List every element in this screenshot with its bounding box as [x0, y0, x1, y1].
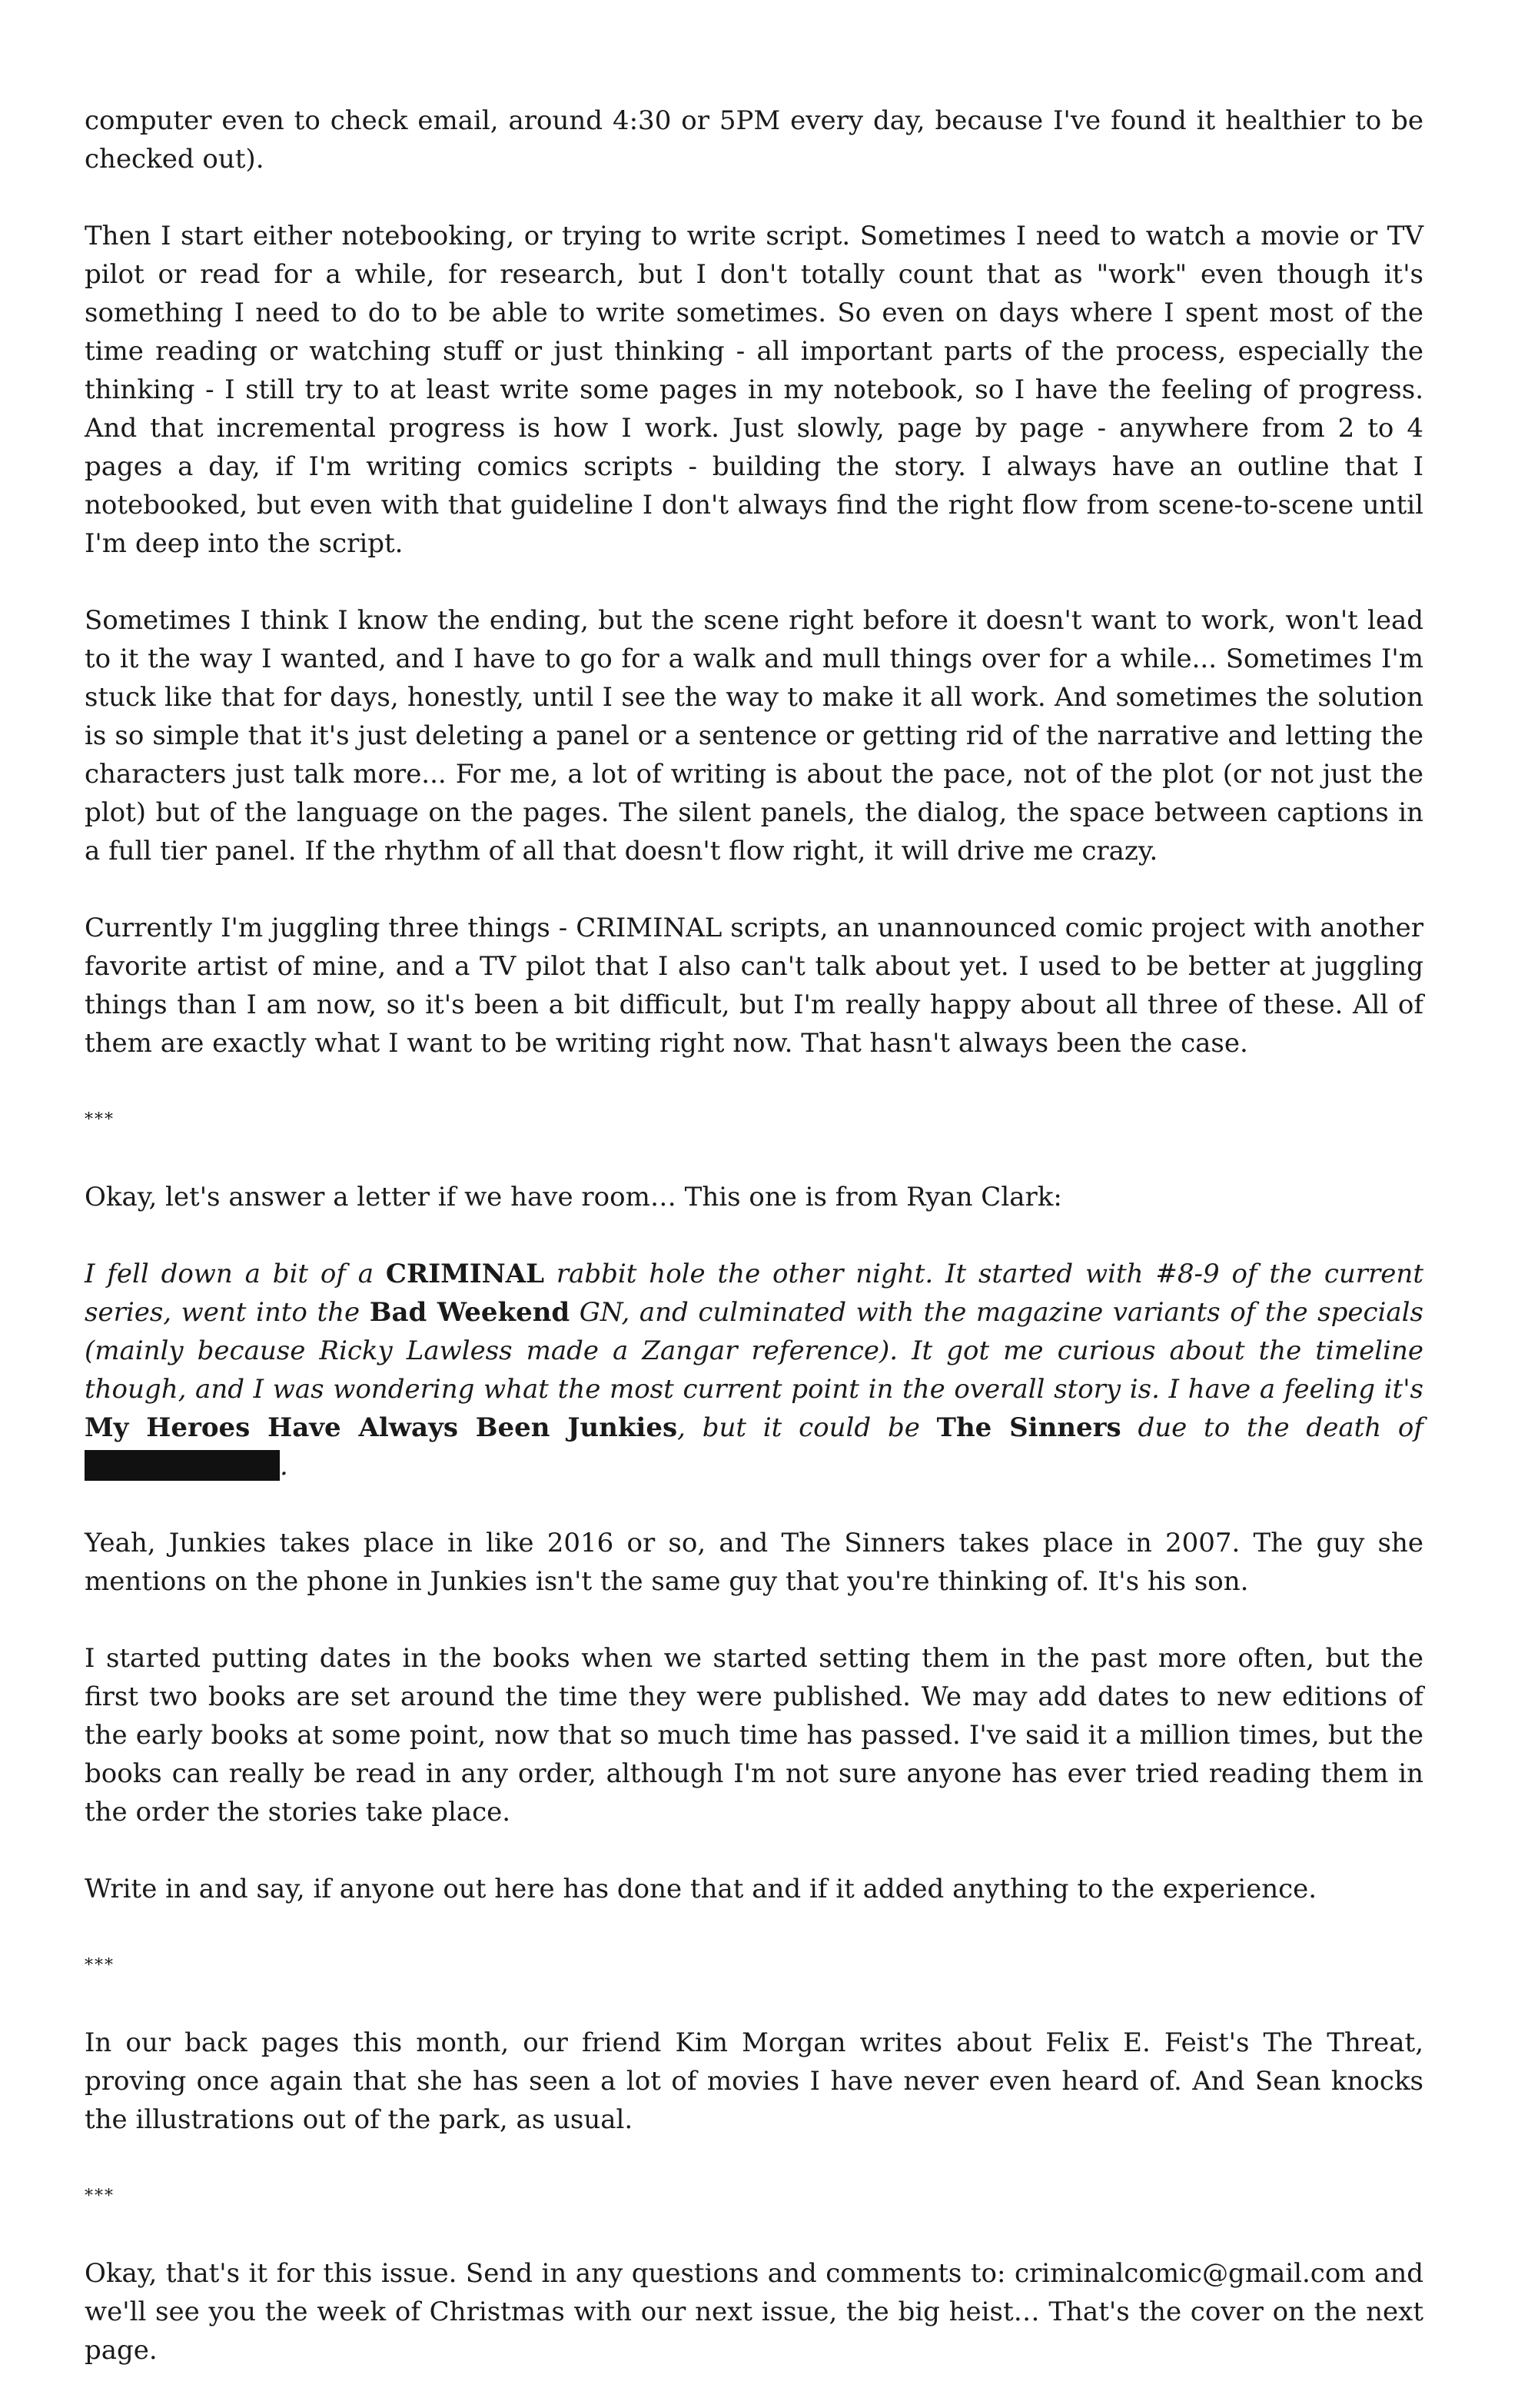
section-separator: ***: [85, 1956, 115, 1975]
letter-text: due to the death of: [1121, 1412, 1423, 1443]
letter-title: Bad Weekend: [369, 1297, 570, 1328]
article-body: [85, 101, 1423, 2408]
letter-title: My Heroes Have Always Been Junkies: [85, 1412, 678, 1443]
paragraph: I started putting dates in the books when we started setting them in the past more often, but the first two books are set around the time they were published. We may add dates to new editions of the early books at some point, now that so much time has passed. I've said it a million times, but the books can really be read in any order, although I'm not sure anyone has ever tried reading them in the order the stories take place.: [85, 1643, 1423, 1828]
paragraph: computer even to check email, around 4:30 or 5PM every day, because I've found it healthier to be checked out).: [85, 105, 1423, 175]
paragraph: Yeah, Junkies takes place in like 2016 or so, and The Sinners takes place in 2007. The guy she mentions on the phone in Junkies isn't the same guy that you're thinking of. It's his son.: [85, 1528, 1423, 1597]
paragraph: In our back pages this month, our friend Kim Morgan writes about Felix E. Feist's The Threat, proving once again that she has seen a lot of movies I have never even heard of. And Sean knocks the illustrations out of the park, as usual.: [85, 2027, 1423, 2135]
letter-text: , but it could be: [677, 1412, 937, 1443]
letter-title: CRIMINAL: [385, 1259, 545, 1289]
paragraph: Then I start either notebooking, or trying to write script. Sometimes I need to watch a movie or TV pilot or read for a while, for research, but I don't totally count that as "work" even though it's something I need to do to be able to write sometimes. So even on days where I spent most of the time reading or watching stuff or just thinking - all important parts of the process, especially the thinking - I still try to at least write some pages in my notebook, so I have the feeling of progress. And that incremental progress is how I work. Just slowly, page by page - anywhere from 2 to 4 pages a day, if I'm writing comics scripts - building the story. I always have an outline that I notebooked, but even with that guideline I don't always find the right flow from scene-to-scene until I'm deep into the script.: [85, 221, 1423, 559]
paragraph: Sometimes I think I know the ending, but the scene right before it doesn't want to work, won't lead to it the way I wanted, and I have to go for a walk and mull things over for a while... Sometimes I'm stuck like that for days, honestly, until I see the way to make it all work. And sometimes the solution is so simple that it's just deleting a panel or a sentence or getting rid of the narrative and letting the characters just talk more... For me, a lot of writing is about the pace, not of the plot (or not just the plot) but of the language on the pages. The silent panels, the dialog, the space between captions in a full tier panel. If the rhythm of all that doesn't flow right, it will drive me crazy.: [85, 605, 1423, 866]
letter-text: rabbit hole the other night. It started with #8-9 of the current series, went into the: [85, 1259, 1423, 1328]
paragraph: Write in and say, if anyone out here has done that and if it added anything to the experience.: [85, 1874, 1317, 1904]
paragraph: Currently I'm juggling three things - CRIMINAL scripts, an unannounced comic project with another favorite artist of mine, and a TV pilot that I also can't talk about yet. I used to be better at juggling things than I am now, so it's been a bit difficult, but I'm really happy about all three of these. All of them are exactly what I want to be writing right now. That hasn't always been the case.: [85, 913, 1423, 1059]
letter-title: The Sinners: [936, 1412, 1121, 1443]
letter-text: GN, and culminated with the magazine variants of the specials (mainly because Ricky Lawless made a Zangar reference). It got me curious about the timeline though, and I was wondering what the most current point in the overall story is. I have a feeling it's: [85, 1297, 1423, 1405]
section-separator: ***: [85, 1110, 115, 1129]
letter-text: .: [280, 1451, 288, 1482]
reader-letter: [85, 1255, 1423, 1485]
paragraph: Okay, let's answer a letter if we have room… This one is from Ryan Clark:: [85, 1182, 1062, 1212]
redaction-bar: [85, 1450, 280, 1481]
paragraph: Okay, that's it for this issue. Send in any questions and comments to: criminalcomic@gmail.com and we'll see you the week of Christmas with our next issue, the big heist… That's the cover on the next page.: [85, 2258, 1423, 2366]
section-separator: ***: [85, 2187, 115, 2206]
letter-text: I fell down a bit of a: [85, 1259, 386, 1289]
